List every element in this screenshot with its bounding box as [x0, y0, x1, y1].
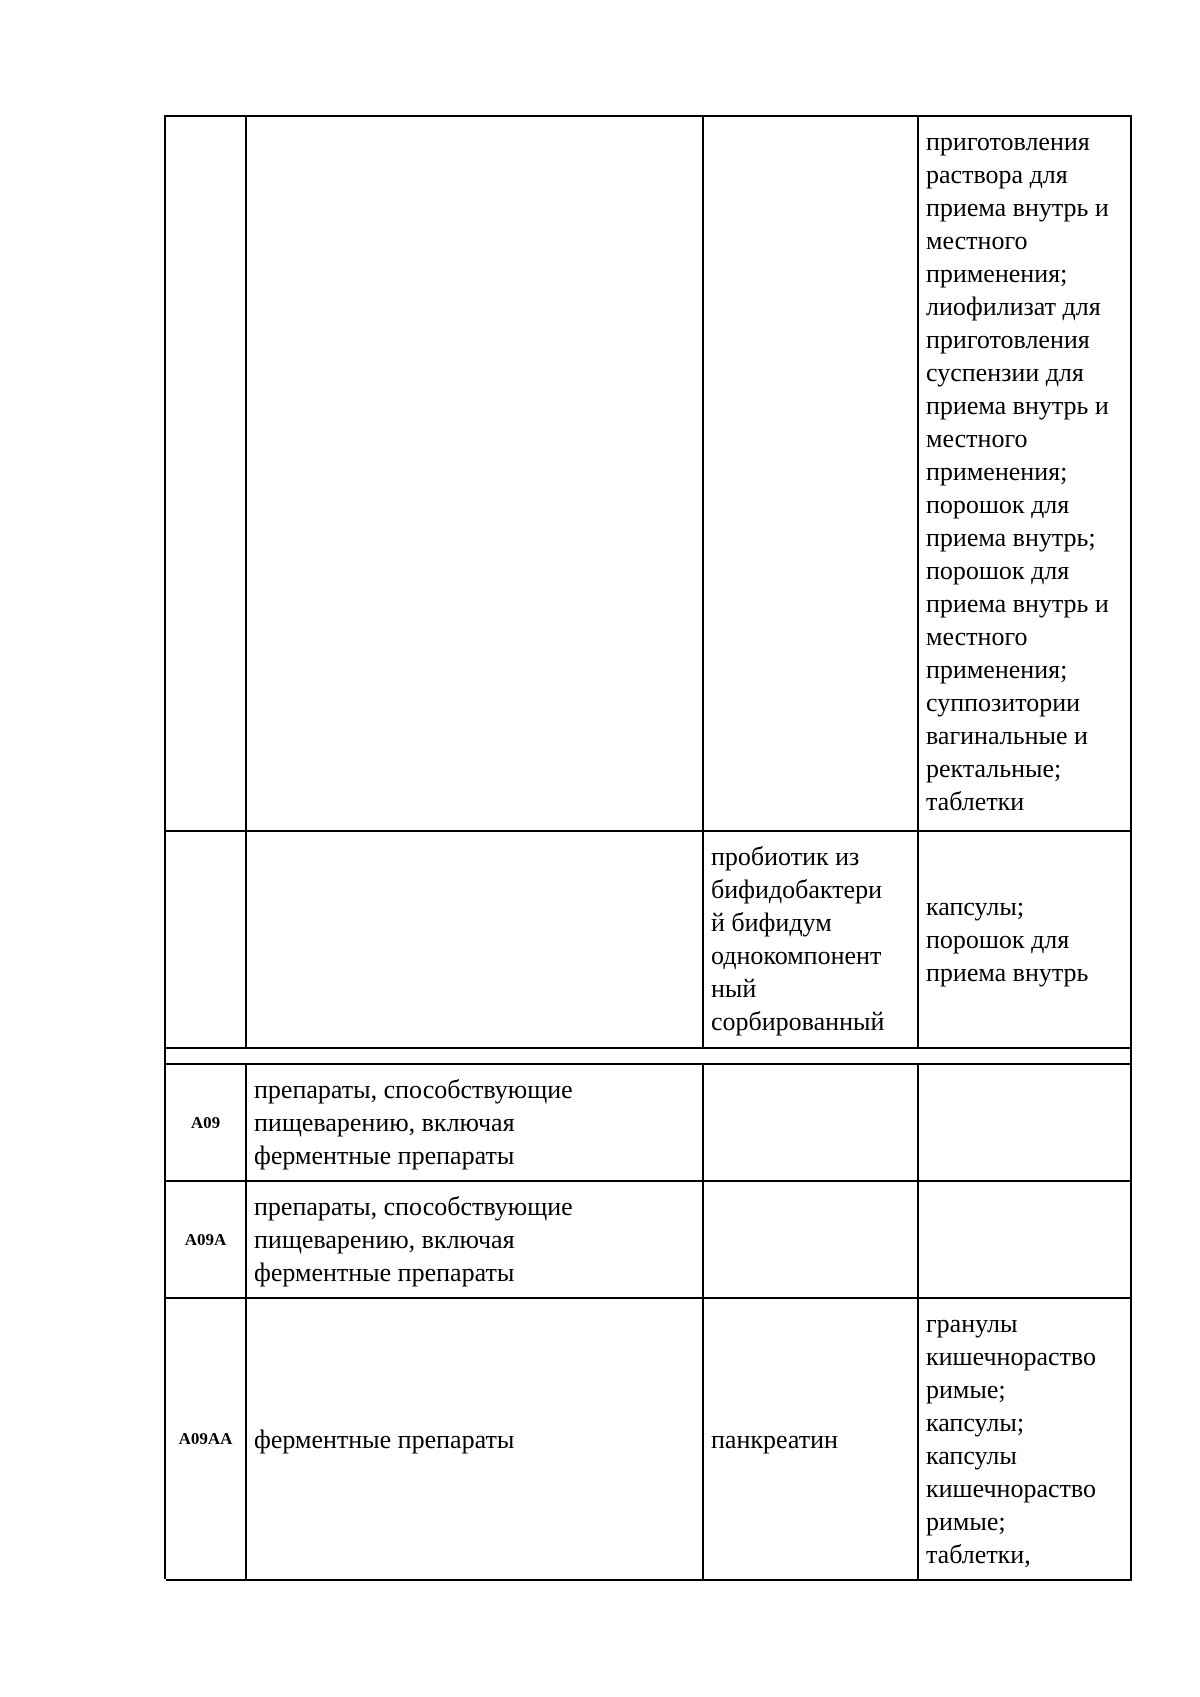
anatomical-group-name: препараты, способствующие пищеварению, включая ферментные препараты: [254, 1075, 573, 1170]
substance-cell: [704, 1182, 919, 1299]
atc-code-cell: [166, 1299, 247, 1581]
dosage-forms-text: гранулы кишечнораство римые; капсулы; капсулы кишечнораство римые; таблетки,: [926, 1309, 1096, 1569]
anatomical-group-cell: [247, 1065, 704, 1182]
substance-cell: [704, 832, 919, 1049]
table-row: [166, 1299, 1132, 1581]
anatomical-group-cell: [247, 1182, 704, 1299]
table-row: [166, 1182, 1132, 1299]
substance-cell: [704, 1065, 919, 1182]
dosage-forms-cell: [919, 832, 1132, 1049]
table-separator-row: [166, 1049, 1132, 1065]
dosage-forms-text: капсулы; порошок для приема внутрь: [926, 892, 1089, 987]
anatomical-group-name: препараты, способствующие пищеварению, включая ферментные препараты: [254, 1192, 573, 1287]
atc-code-cell: [166, 1182, 247, 1299]
atc-code-cell: [166, 117, 247, 832]
atc-code-cell: [166, 1065, 247, 1182]
atc-code-cell: [166, 832, 247, 1049]
atc-code: A09A: [184, 1229, 227, 1249]
dosage-forms-text: приготовления раствора для приема внутрь и местного применения; лиофилизат для приготовления суспензии для приема внутрь и местного применения; порошок для приема внутрь; порошок для приема внутрь и местного применения; суппозитории вагинальные и ректальные; таблетки: [926, 127, 1109, 816]
dosage-forms-cell: [919, 1182, 1132, 1299]
table-row: [166, 832, 1132, 1049]
table-row: [166, 1065, 1132, 1182]
substance-name: пробиотик из бифидобактери й бифидум однокомпонент ный сорбированный: [711, 842, 885, 1036]
dosage-forms-cell: [919, 1299, 1132, 1581]
anatomical-group-cell: [247, 1299, 704, 1581]
substance-cell: [704, 117, 919, 832]
table-row: [166, 117, 1132, 832]
anatomical-group-cell: [247, 117, 704, 832]
substance-name: панкреатин: [711, 1424, 838, 1454]
dosage-forms-cell: [919, 117, 1132, 832]
drug-classification-table: [164, 115, 1132, 1579]
substance-cell: [704, 1299, 919, 1581]
anatomical-group-name: ферментные препараты: [254, 1424, 515, 1454]
separator-cell: [166, 1049, 1132, 1065]
atc-code: A09AA: [178, 1429, 233, 1448]
atc-code: A09: [190, 1112, 221, 1132]
anatomical-group-cell: [247, 832, 704, 1049]
dosage-forms-cell: [919, 1065, 1132, 1182]
